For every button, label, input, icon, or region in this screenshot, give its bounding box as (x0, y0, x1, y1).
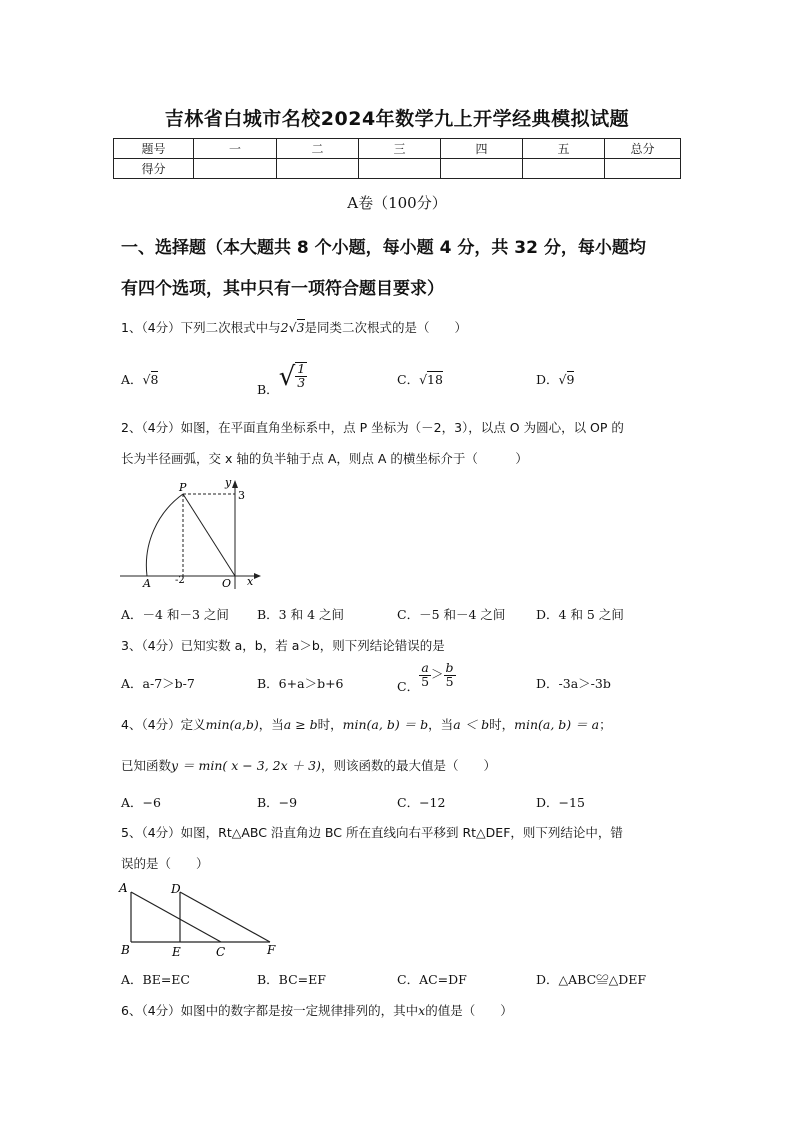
page-title: 吉林省白城市名校2024年数学九上开学经典模拟试题 (164, 108, 630, 130)
section-heading: A卷（100分） (347, 194, 447, 212)
sqrt-sign: √ (558, 372, 567, 387)
q2-option-d[interactable]: D．4 和 5 之间 (536, 607, 624, 622)
fraction-denominator: 5 (421, 673, 430, 689)
label-three: 3 (238, 489, 245, 502)
option-label: D． (536, 372, 559, 387)
q1-option-a[interactable] (121, 370, 158, 388)
label-y: y (225, 476, 232, 489)
q4-function: y ＝ min( x − 3, 2x ＋ 3) (171, 758, 321, 773)
q3-option-c[interactable] (397, 660, 456, 694)
q1-prefix: 1、（4分）下列二次根式中与 (121, 320, 281, 335)
q4-text: ，当 (258, 717, 284, 732)
score-header-cell: 四 (441, 139, 523, 159)
side-df (180, 892, 270, 942)
fraction-b-over-5 (444, 662, 456, 688)
fraction-numerator: a (419, 662, 431, 676)
q4-option-a[interactable]: A．−6 (121, 795, 161, 810)
q2-coordinate-figure (118, 476, 263, 591)
arc (146, 494, 183, 576)
q3-option-d[interactable]: D．-3a＞-3b (536, 676, 611, 691)
segment-op (183, 494, 235, 576)
option-radicand: 18 (427, 372, 443, 387)
q2-option-b[interactable]: B．3 和 4 之间 (257, 607, 345, 622)
option-radicand: 8 (150, 372, 159, 387)
score-cell[interactable] (359, 159, 441, 179)
score-cell[interactable] (605, 159, 681, 179)
label-d: D (171, 882, 181, 896)
score-header-cell: 一 (194, 139, 277, 159)
greater-than: ＞ (431, 666, 444, 682)
y-axis-arrow (232, 480, 238, 488)
q4-text: 4、（4分）定义 (121, 717, 206, 732)
fraction-numerator: b (445, 660, 454, 675)
q5-option-c[interactable]: C．AC=DF (397, 972, 467, 987)
question-4-line1 (121, 715, 612, 733)
option-label: A． (121, 372, 143, 387)
sqrt-sign: √ (288, 320, 297, 335)
question-1-stem (121, 318, 467, 336)
x-axis-arrow (254, 573, 261, 579)
q4-equation: min(a, b) ＝ b (342, 717, 429, 732)
q6-variable: x (418, 1003, 426, 1018)
option-label: B． (257, 382, 279, 397)
label-a: A (119, 881, 128, 895)
fraction-denominator: 5 (445, 673, 454, 689)
score-header-cell: 总分 (605, 139, 681, 159)
score-cell[interactable] (441, 159, 523, 179)
option-label: C． (397, 678, 420, 694)
q4-condition: a ≥ b (283, 717, 318, 732)
label-e: E (172, 945, 181, 959)
q5-triangle-figure (116, 880, 281, 960)
q4-option-c[interactable]: C．−12 (397, 795, 446, 810)
fraction-a-over-5 (419, 662, 431, 688)
score-header-cell: 五 (523, 139, 605, 159)
q2-option-a[interactable]: A．－4 和－3 之间 (121, 607, 229, 622)
q6-suffix: 的值是（ ） (425, 1003, 513, 1018)
q4-option-b[interactable]: B．−9 (257, 795, 298, 810)
label-b: B (121, 943, 130, 957)
question-5-line2: 误的是（ ） (121, 856, 209, 871)
q4-text: 时， (489, 717, 515, 732)
label-neg2: -2 (175, 575, 185, 586)
q1-option-d[interactable] (536, 370, 574, 388)
score-cell[interactable] (523, 159, 605, 179)
q4-text: 已知函数 (121, 758, 172, 773)
label-f: F (267, 943, 276, 957)
q4-text: ； (599, 717, 612, 732)
q2-option-c[interactable]: C．－5 和－4 之间 (397, 607, 506, 622)
question-6-stem (121, 1001, 513, 1019)
sqrt-sign: √ (419, 372, 428, 387)
q4-text: ，则该函数的最大值是（ ） (320, 758, 496, 773)
label-a: A (143, 577, 151, 590)
q3-option-b[interactable]: B．6+a＞b+6 (257, 676, 344, 691)
q6-prefix: 6、（4分）如图中的数字都是按一定规律排列的，其中 (121, 1003, 419, 1018)
q5-option-d[interactable]: D．△ABC≌△DEF (536, 972, 647, 987)
label-x: x (247, 575, 254, 588)
side-ac (131, 892, 221, 942)
q1-suffix: 是同类二次根式的是（ ） (304, 320, 468, 335)
score-row-label: 得分 (114, 159, 194, 179)
question-4-line2 (121, 756, 496, 774)
q4-equation: min(a, b) ＝ a (514, 717, 600, 732)
q3-option-a[interactable]: A．a-7＞b-7 (121, 676, 195, 691)
q4-text: 时， (317, 717, 343, 732)
label-c: C (216, 945, 226, 959)
score-header-cell: 三 (359, 139, 441, 159)
question-2-line1: 2、（4分）如图，在平面直角坐标系中，点 P 坐标为（－2，3），以点 O 为圆心，以 OP 的 (121, 420, 624, 435)
q1-coef: 2 (280, 320, 289, 335)
sqrt-sign: √ (142, 372, 151, 387)
fraction-denominator: 3 (297, 374, 306, 390)
option-radicand: 9 (566, 372, 575, 387)
score-table-score-row (114, 159, 681, 179)
label-o: O (222, 577, 232, 590)
score-cell[interactable] (194, 159, 277, 179)
score-cell[interactable] (277, 159, 359, 179)
q4-option-d[interactable]: D．−15 (536, 795, 585, 810)
q4-condition: a ＜ b (453, 717, 490, 732)
q5-option-a[interactable]: A．BE=EC (121, 972, 191, 987)
question-5-line1: 5、（4分）如图，Rt△ABC 沿直角边 BC 所在直线向右平移到 Rt△DEF，则下列结论中，错 (121, 825, 623, 840)
option-label: C． (397, 372, 420, 387)
question-2-line2: 长为半径画弧，交 x 轴的负半轴于点 A，则点 A 的横坐标介于（ ） (121, 451, 528, 466)
q1-option-c[interactable] (397, 370, 443, 388)
label-p: P (179, 481, 187, 494)
question-3-stem: 3、（4分）已知实数 a，b，若 a＞b，则下列结论错误的是 (121, 638, 445, 653)
q4-text: ，当 (428, 717, 454, 732)
q1-option-b[interactable] (257, 356, 307, 397)
score-table (113, 138, 681, 179)
score-table-header-row (114, 139, 681, 159)
part1-heading-line1: 一、选择题（本大题共 8 个小题，每小题 4 分，共 32 分，每小题均 (121, 238, 646, 258)
part1-heading-line2: 有四个选项，其中只有一项符合题目要求） (121, 279, 444, 299)
option-fraction (295, 362, 307, 389)
q1-radicand: 3 (296, 320, 305, 335)
fraction-numerator: 1 (297, 361, 306, 376)
score-header-cell: 题号 (114, 139, 194, 159)
sqrt-sign: √ (278, 362, 296, 392)
q5-option-b[interactable]: B．BC=EF (257, 972, 326, 987)
score-header-cell: 二 (277, 139, 359, 159)
q4-min-def: min(a,b) (205, 717, 259, 732)
